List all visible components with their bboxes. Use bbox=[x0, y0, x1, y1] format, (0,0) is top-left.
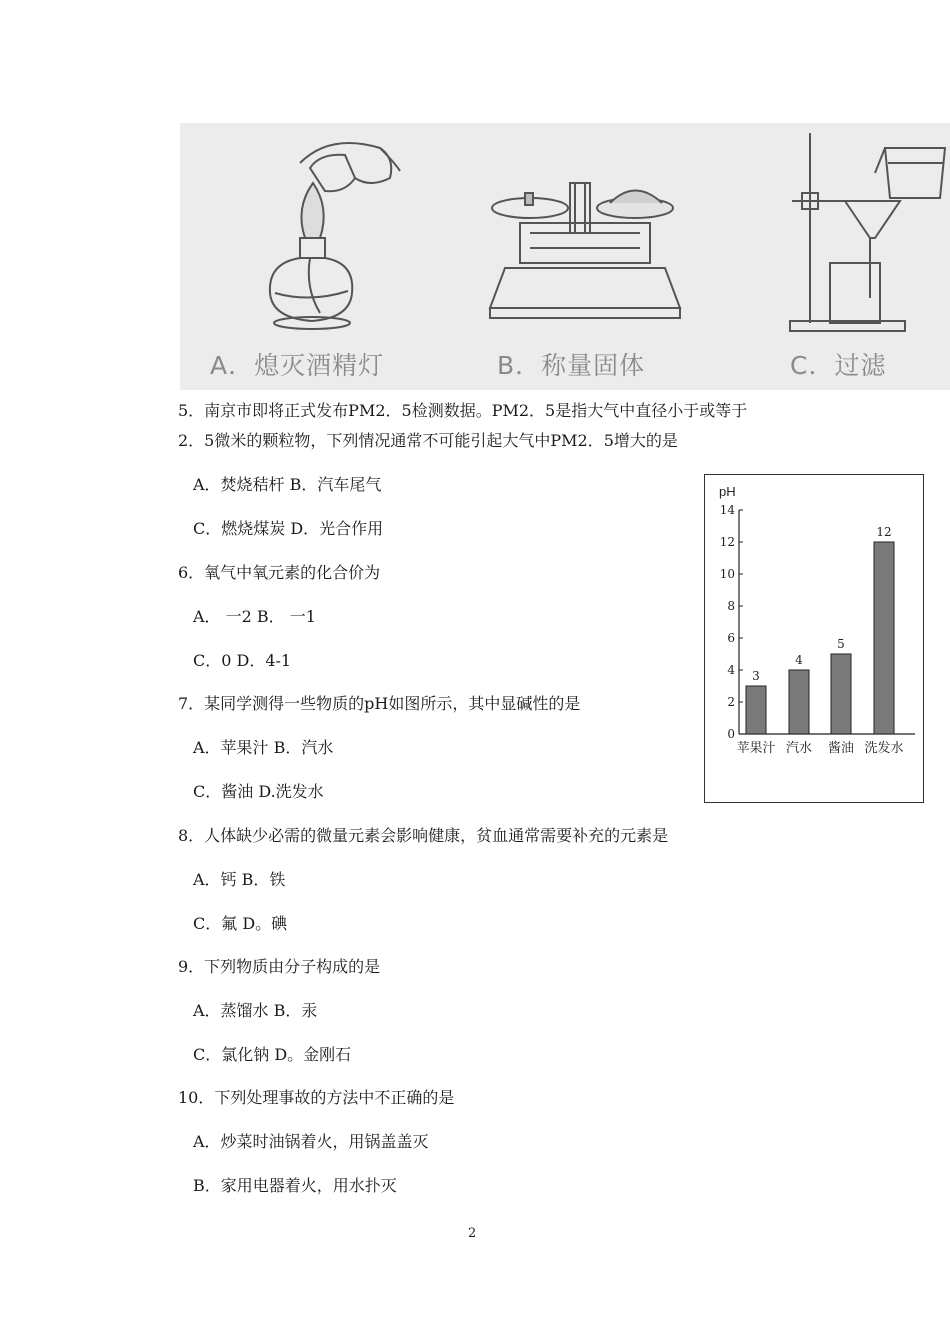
category-label: 苹果汁 bbox=[736, 741, 776, 756]
category-label: 酱油 bbox=[827, 741, 855, 756]
question-5-line-1: 5．南京市即将正式发布PM2．5检测数据。PM2．5是指大气中直径小于或等于 bbox=[178, 401, 748, 420]
bar-3 bbox=[831, 654, 851, 734]
y-tick-label: 14 bbox=[719, 503, 735, 517]
question-6-line-1: 6．氧气中氧元素的化合价为 bbox=[178, 563, 381, 582]
question-9-option-row-1: A．蒸馏水 B．汞 bbox=[193, 1001, 318, 1020]
question-8-option-row-1: A．钙 B．铁 bbox=[193, 870, 286, 889]
y-tick-label: 8 bbox=[727, 599, 735, 613]
page-number: 2 bbox=[468, 1226, 477, 1241]
balance-illustration bbox=[490, 183, 680, 318]
bar-value-label: 4 bbox=[795, 653, 803, 667]
bar-value-label: 3 bbox=[752, 669, 760, 683]
y-tick-label: 4 bbox=[727, 663, 735, 677]
ph-chart bbox=[704, 474, 924, 803]
question-9-option-row-2: C．氯化钠 D。金刚石 bbox=[193, 1045, 352, 1064]
figure-caption-c: C．过滤 bbox=[790, 351, 887, 380]
y-tick-label: 12 bbox=[719, 535, 735, 549]
question-9-line-1: 9．下列物质由分子构成的是 bbox=[178, 957, 381, 976]
bar-2 bbox=[789, 670, 809, 734]
question-5-line-2: 2．5微米的颗粒物，下列情况通常不可能引起大气中PM2．5增大的是 bbox=[178, 431, 678, 450]
question-6-option-row-1: A． 一2 B． 一1 bbox=[193, 607, 316, 626]
question-10-option-row-1: A．炒菜时油锅着火，用锅盖盖灭 bbox=[193, 1132, 429, 1151]
ph-chart-svg bbox=[705, 475, 922, 801]
y-tick-label: 6 bbox=[727, 631, 735, 645]
question-7-line-1: 7．某同学测得一些物质的pH如图所示，其中显碱性的是 bbox=[178, 694, 581, 713]
figure-caption-b: B．称量固体 bbox=[497, 351, 646, 380]
question-5-option-row-1: A．焚烧秸杆 B．汽车尾气 bbox=[193, 475, 382, 494]
ph-axis-label: pH bbox=[719, 484, 736, 499]
question-10-option-row-2: B．家用电器着火，用水扑灭 bbox=[193, 1176, 397, 1195]
y-tick-label: 2 bbox=[727, 695, 735, 709]
category-label: 汽水 bbox=[785, 741, 813, 756]
question-10-line-1: 10．下列处理事故的方法中不正确的是 bbox=[178, 1088, 455, 1107]
question-8-line-1: 8．人体缺少必需的微量元素会影响健康，贫血通常需要补充的元素是 bbox=[178, 826, 669, 845]
question-6-option-row-2: C．0 D．4-1 bbox=[193, 651, 292, 670]
bar-4 bbox=[874, 542, 894, 734]
bar-value-label: 12 bbox=[876, 525, 892, 539]
question-8-option-row-2: C．氟 D。碘 bbox=[193, 914, 288, 933]
filtration-illustration bbox=[790, 133, 945, 331]
y-tick-label: 0 bbox=[727, 727, 735, 741]
alcohol-lamp-illustration bbox=[270, 143, 400, 329]
question-7-option-row-1: A．苹果汁 B．汽水 bbox=[193, 738, 334, 757]
question-5-option-row-2: C．燃烧煤炭 D．光合作用 bbox=[193, 519, 384, 538]
bar-value-label: 5 bbox=[837, 637, 845, 651]
y-tick-label: 10 bbox=[719, 567, 735, 581]
question-7-option-row-2: C．酱油 D.洗发水 bbox=[193, 782, 324, 801]
figure-caption-a: A．熄灭酒精灯 bbox=[210, 351, 385, 380]
bar-1 bbox=[746, 686, 766, 734]
category-label: 洗发水 bbox=[864, 741, 904, 756]
